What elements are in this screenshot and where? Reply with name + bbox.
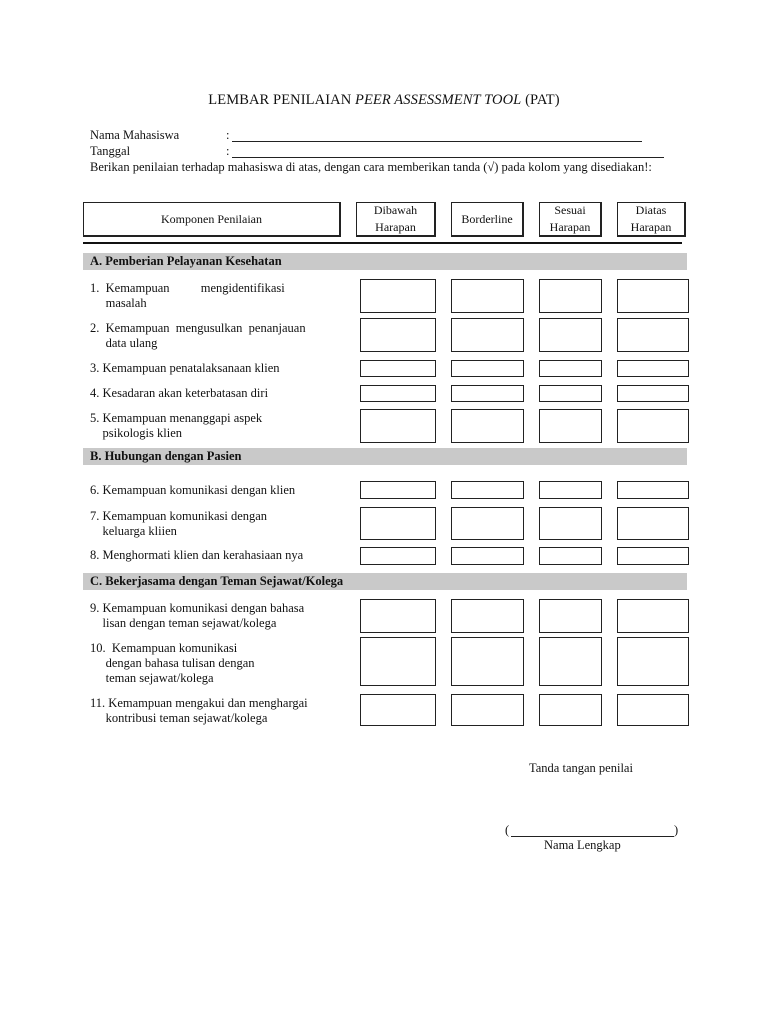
- rating-box-item-6-col-4[interactable]: [617, 481, 689, 499]
- rating-box-item-4-col-3[interactable]: [539, 385, 602, 402]
- field-label-nama: Nama Mahasiswa: [90, 128, 180, 142]
- signature-open-paren: (: [505, 823, 510, 837]
- rating-box-item-3-col-1[interactable]: [360, 360, 436, 377]
- signature-close-paren: ): [674, 823, 679, 837]
- signature-line[interactable]: [511, 836, 674, 837]
- item-label-7: 7. Kemampuan komunikasi dengan keluarga kliien: [90, 509, 268, 538]
- rating-box-item-4-col-4[interactable]: [617, 385, 689, 402]
- rating-box-item-5-col-2[interactable]: [451, 409, 524, 443]
- title-plain-after: (PAT): [521, 92, 560, 108]
- field-colon-nama: :: [226, 128, 230, 142]
- rating-box-item-7-col-3[interactable]: [539, 507, 602, 540]
- rating-box-item-9-col-1[interactable]: [360, 599, 436, 633]
- rating-box-item-7-col-1[interactable]: [360, 507, 436, 540]
- rating-box-item-1-col-3[interactable]: [539, 279, 602, 313]
- rating-box-item-7-col-2[interactable]: [451, 507, 524, 540]
- rating-box-item-11-col-4[interactable]: [617, 694, 689, 726]
- rating-box-item-2-col-4[interactable]: [617, 318, 689, 352]
- rating-box-item-11-col-2[interactable]: [451, 694, 524, 726]
- section-title-a: A. Pemberian Pelayanan Kesehatan: [83, 253, 687, 270]
- field-colon-tanggal: :: [226, 144, 230, 158]
- page-title: [0, 92, 768, 109]
- rating-box-item-10-col-2[interactable]: [451, 637, 524, 686]
- rating-box-item-7-col-4[interactable]: [617, 507, 689, 540]
- rating-box-item-2-col-2[interactable]: [451, 318, 524, 352]
- rating-box-item-10-col-4[interactable]: [617, 637, 689, 686]
- rating-box-item-1-col-4[interactable]: [617, 279, 689, 313]
- header-divider: [83, 242, 682, 244]
- instruction-text: Berikan penilaian terhadap mahasiswa di atas, dengan cara memberikan tanda (√) pada kolom yang disediakan!:: [90, 160, 652, 174]
- rating-box-item-4-col-1[interactable]: [360, 385, 436, 402]
- field-line-tanggal[interactable]: [232, 157, 664, 158]
- header-dibawah-harapan: Dibawah Harapan: [356, 202, 436, 237]
- title-plain-before: LEMBAR PENILAIAN: [208, 92, 355, 108]
- header-component: Komponen Penilaian: [83, 202, 341, 237]
- rating-box-item-3-col-4[interactable]: [617, 360, 689, 377]
- rating-box-item-9-col-2[interactable]: [451, 599, 524, 633]
- item-label-2: 2. Kemampuan mengusulkan penanjauan data ulang: [90, 321, 306, 350]
- rating-box-item-4-col-2[interactable]: [451, 385, 524, 402]
- rating-box-item-6-col-3[interactable]: [539, 481, 602, 499]
- rating-box-item-10-col-3[interactable]: [539, 637, 602, 686]
- rating-box-item-1-col-2[interactable]: [451, 279, 524, 313]
- rating-box-item-5-col-1[interactable]: [360, 409, 436, 443]
- rating-box-item-9-col-3[interactable]: [539, 599, 602, 633]
- item-label-6: 6. Kemampuan komunikasi dengan klien: [90, 483, 296, 497]
- field-line-nama[interactable]: [232, 141, 642, 142]
- section-title-b: B. Hubungan dengan Pasien: [83, 448, 687, 465]
- item-label-11: 11. Kemampuan mengakui dan menghargai kontribusi teman sejawat/kolega: [90, 696, 308, 725]
- item-label-3: 3. Kemampuan penatalaksanaan klien: [90, 361, 280, 375]
- rating-box-item-8-col-3[interactable]: [539, 547, 602, 565]
- signature-label: Tanda tangan penilai: [529, 761, 633, 775]
- rating-box-item-6-col-1[interactable]: [360, 481, 436, 499]
- header-diatas-harapan: Diatas Harapan: [617, 202, 686, 237]
- rating-box-item-8-col-1[interactable]: [360, 547, 436, 565]
- item-label-1: 1. Kemampuan mengidentifikasi masalah: [90, 281, 285, 310]
- rating-box-item-6-col-2[interactable]: [451, 481, 524, 499]
- field-label-tanggal: Tanggal: [90, 144, 131, 158]
- signature-name-label: Nama Lengkap: [544, 838, 621, 852]
- item-label-4: 4. Kesadaran akan keterbatasan diri: [90, 386, 269, 400]
- title-italic: PEER ASSESSMENT TOOL: [355, 92, 522, 108]
- rating-box-item-5-col-3[interactable]: [539, 409, 602, 443]
- rating-box-item-3-col-3[interactable]: [539, 360, 602, 377]
- rating-box-item-2-col-3[interactable]: [539, 318, 602, 352]
- item-label-9: 9. Kemampuan komunikasi dengan bahasa lisan dengan teman sejawat/kolega: [90, 601, 305, 630]
- section-title-c: C. Bekerjasama dengan Teman Sejawat/Kolega: [83, 573, 687, 590]
- header-sesuai-harapan: Sesuai Harapan: [539, 202, 602, 237]
- header-borderline: Borderline: [451, 202, 524, 237]
- rating-box-item-5-col-4[interactable]: [617, 409, 689, 443]
- rating-box-item-1-col-1[interactable]: [360, 279, 436, 313]
- rating-box-item-8-col-2[interactable]: [451, 547, 524, 565]
- item-label-10: 10. Kemampuan komunikasi dengan bahasa tulisan dengan teman sejawat/kolega: [90, 641, 255, 685]
- rating-box-item-9-col-4[interactable]: [617, 599, 689, 633]
- item-label-8: 8. Menghormati klien dan kerahasiaan nya: [90, 548, 304, 562]
- rating-box-item-11-col-3[interactable]: [539, 694, 602, 726]
- rating-box-item-11-col-1[interactable]: [360, 694, 436, 726]
- item-label-5: 5. Kemampuan menanggapi aspek psikologis klien: [90, 411, 263, 440]
- rating-box-item-8-col-4[interactable]: [617, 547, 689, 565]
- rating-box-item-10-col-1[interactable]: [360, 637, 436, 686]
- rating-box-item-3-col-2[interactable]: [451, 360, 524, 377]
- rating-box-item-2-col-1[interactable]: [360, 318, 436, 352]
